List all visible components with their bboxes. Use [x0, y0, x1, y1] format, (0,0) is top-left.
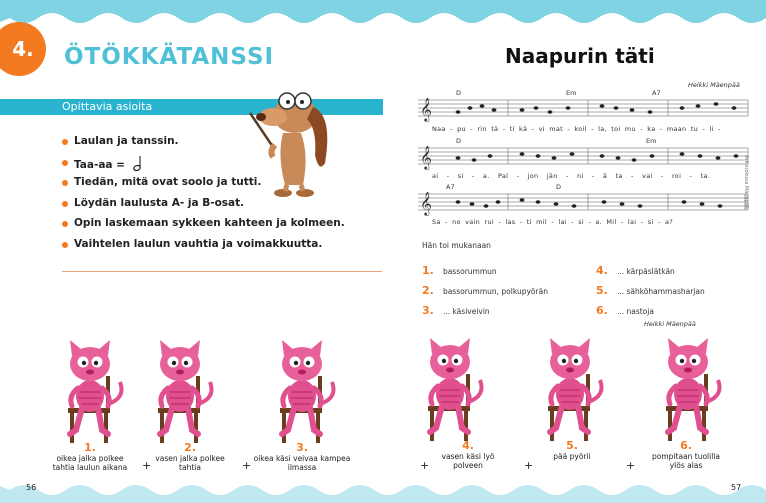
- verse-item: [596, 279, 705, 298]
- page-number-right: 57: [731, 483, 742, 492]
- goal-item: Vaihtelen laulun vauhtia ja voimakkuutta.: [62, 238, 362, 259]
- movement-step: [140, 441, 240, 472]
- lyrics-line: Sa - no vain rui - las - ti mil - lai - si - a. Mil - lai - si - a?: [432, 218, 673, 226]
- step-number: 2.: [184, 441, 196, 454]
- chord-symbol: A7: [446, 183, 455, 191]
- cat-illustration-2: [140, 338, 220, 446]
- goal-item: Tiedän, mitä ovat soolo ja tutti.: [62, 176, 362, 197]
- cat-illustration-1: [50, 338, 130, 446]
- svg-text:𝄞: 𝄞: [420, 145, 432, 169]
- chapter-number-badge: [0, 22, 46, 76]
- movement-step: [418, 439, 518, 470]
- chord-symbol: D: [456, 137, 462, 145]
- chord-symbol: D: [556, 183, 562, 191]
- verse-number: 3.: [422, 304, 434, 317]
- movement-step: [522, 439, 622, 461]
- step-number: 3.: [296, 441, 308, 454]
- step-number: 5.: [566, 439, 578, 452]
- verse-number: 5.: [596, 284, 608, 297]
- step-caption: vasen jalka polkee tahtia: [155, 454, 225, 472]
- step-number: 4.: [462, 439, 474, 452]
- verse-number: 1.: [422, 264, 434, 277]
- step-caption: oikea käsi veivaa kampea ilmassa: [253, 454, 351, 472]
- movement-step: [636, 439, 736, 470]
- plus-sign: +: [420, 459, 430, 472]
- dog-teacher-illustration: [245, 85, 340, 210]
- chapter-number: 4.: [12, 37, 34, 61]
- step-number: 6.: [680, 439, 692, 452]
- verses-heading: Hän toi mukanaan: [422, 241, 491, 250]
- plus-sign: +: [626, 459, 636, 472]
- chord-symbol: Em: [646, 137, 657, 145]
- page-number-left: 56: [26, 483, 37, 492]
- cat-illustration-4: [410, 336, 490, 444]
- bottom-wave-border: [0, 478, 766, 503]
- step-caption: pompitaan tuolilla ylös alas: [652, 452, 720, 470]
- chord-symbol: D: [456, 89, 462, 97]
- verse-text: bassorummun: [442, 267, 497, 276]
- verse-item: [596, 299, 654, 318]
- section-divider: [62, 271, 382, 272]
- verse-text: ... kärpäslätkän: [616, 267, 675, 276]
- cat-illustration-5: [530, 336, 610, 444]
- goal-item: Löydän laulusta A- ja B-osat.: [62, 197, 362, 218]
- verse-text: ... nastoja: [616, 307, 654, 316]
- verse-item: [422, 279, 548, 298]
- song-title: Naapurin täti: [505, 44, 655, 68]
- cat-illustration-6: [648, 336, 728, 444]
- movement-step: [40, 441, 140, 472]
- verse-item: [596, 259, 675, 278]
- vertical-credit: Arkistokuva Mäenpää: [743, 155, 749, 209]
- music-staff-2: [418, 144, 750, 172]
- svg-text:𝄞: 𝄞: [420, 97, 432, 121]
- chord-symbol: A7: [652, 89, 661, 97]
- half-note-icon: [133, 156, 143, 172]
- music-staff-1: [418, 96, 750, 124]
- svg-text:𝄞: 𝄞: [420, 191, 432, 215]
- top-wave-border: [0, 0, 766, 32]
- verse-text: bassorummun, polkupyörän: [442, 287, 548, 296]
- verse-item: [422, 299, 490, 318]
- plus-sign: +: [524, 459, 534, 472]
- lyrics-line: ai - si - a. Pal - jon jän - ni - ä ta - vai - roi - ta.: [432, 172, 711, 180]
- plus-sign: +: [242, 459, 252, 472]
- verse-number: 2.: [422, 284, 434, 297]
- goal-item: Laulan ja tanssin.: [62, 135, 362, 156]
- chord-symbol: Em: [566, 89, 577, 97]
- verse-number: 6.: [596, 304, 608, 317]
- step-caption: oikea jalka polkee tahtia laulun aikana: [52, 454, 128, 472]
- goal-item: Opin laskemaan sykkeen kahteen ja kolmeen.: [62, 217, 362, 238]
- lyrics-line: Naa - pu - rin tä - ti kä - vi mat - koil - la, toi mu - ka - maan tu - li -: [432, 125, 721, 133]
- cat-illustration-3: [262, 338, 342, 446]
- goal-item-text: Taa-aa =: [74, 158, 125, 171]
- verses-credit: Heikki Mäenpää: [644, 320, 696, 328]
- verse-text: ... käsiveivin: [442, 307, 490, 316]
- chapter-title: ÖTÖKKÄTANSSI: [64, 44, 275, 70]
- composer-credit: Heikki Mäenpää: [688, 81, 740, 89]
- verse-text: ... sähköhammasharjan: [616, 287, 705, 296]
- verse-number: 4.: [596, 264, 608, 277]
- music-staff-3: [418, 190, 750, 218]
- step-caption: vasen käsi lyö polveen: [441, 452, 495, 470]
- step-caption: pää pyörii: [553, 452, 591, 461]
- movement-step: [252, 441, 352, 472]
- verse-item: [422, 259, 497, 278]
- plus-sign: +: [142, 459, 152, 472]
- step-number: 1.: [84, 441, 96, 454]
- learning-goals-heading: Opittavia asioita: [62, 100, 153, 113]
